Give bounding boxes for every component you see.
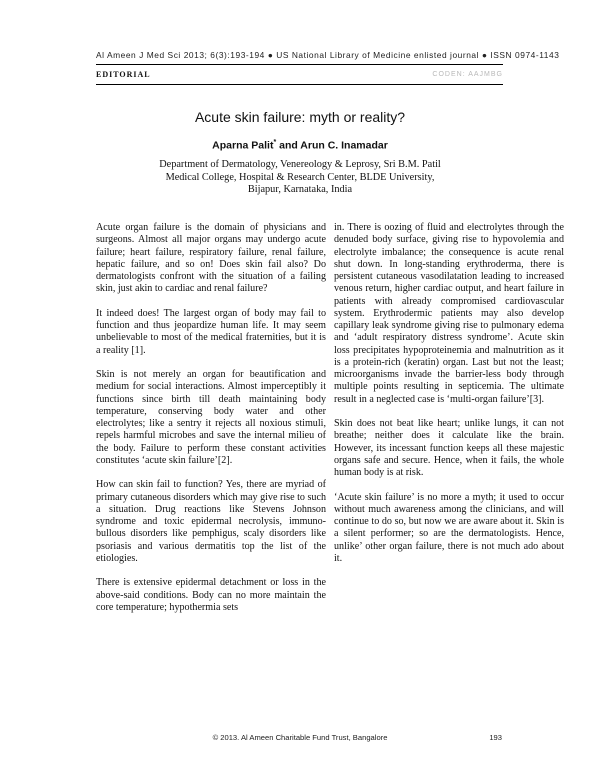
- footer-copyright: © 2013. Al Ameen Charitable Fund Trust, Bangalore: [212, 733, 388, 742]
- corresponding-author-mark: *: [273, 139, 277, 146]
- body-column-right: [334, 222, 564, 577]
- author-affiliation: Department of Dermatology, Venereology & Leprosy, Sri B.M. Patil Medical College, Hospital & Research Center, BLDE University, Bijapur, Karnataka, India: [159, 159, 441, 195]
- author-name-1: Aparna Palit: [212, 139, 274, 152]
- paragraph: How can skin fail to function? Yes, there are myriad of primary cutaneous disorders which may give rise to such a situation. Drug reactions like Stevens Johnson syndrome and toxic epidermal necrolysis, immuno-bullous disorders like pemphigus, scaly disorders like psoriasis and various dermatitis top the list of the etiologies.: [96, 479, 326, 564]
- body-column-left: [96, 222, 326, 626]
- paragraph: in. There is oozing of fluid and electrolytes through the denuded body surface, giving rise to hypovolemia and electrolyte imbalance; the consequence is acute renal shut down. In long-standing erythroderma, there is persistent cutaneous vasodilatation leading to increased venous return, higher cardiac output, and heart failure in patients with already compromised cardiovascular system. Erythrodermic patients may also develop capillary leak syndrome giving rise to pulmonary edema and ‘adult respiratory distress syndrome’. Acute skin loss precipitates hypoproteinemia and malnutrition as it is a protein-rich (keratin) organ. Last but not the least; microorganisms invade the barrier-less body through multiple points resulting in septicemia. The ultimate result in a neglected case is ‘multi-organ failure’[3].: [334, 222, 564, 405]
- author-name-2: and Arun C. Inamadar: [276, 139, 388, 152]
- author-line: [0, 139, 600, 152]
- paragraph: There is extensive epidermal detachment or loss in the above-said conditions. Body can no more maintain the core temperature; hypothermia sets: [96, 577, 326, 613]
- paragraph: It indeed does! The largest organ of body may fail to function and thus jeopardize human life. It may seem unbelievable to most of the medical fraternities, but it is a reality [1].: [96, 307, 326, 356]
- section-label: EDITORIAL: [96, 70, 151, 79]
- journal-citation-line: Al Ameen J Med Sci 2013; 6(3):193-194 ● US National Library of Medicine enlisted journal ● ISSN 0974-1143: [96, 50, 560, 60]
- header-rule-top: [96, 64, 503, 65]
- paragraph: Skin does not beat like heart; unlike lungs, it can not breathe; neither does it calculate like the brain. However, its incessant function keeps all these majestic organs safe and secure. Hence, when it fails, the whole human body is at risk.: [334, 418, 564, 478]
- paragraph: ‘Acute skin failure’ is no more a myth; it used to occur without much awareness among the clinicians, and will continue to do so, but now we are aware about it. Skin is a silent performer; so are the dermatologists. Hence, unlike’ other organ failure, there is not much ado about it.: [334, 491, 564, 564]
- coden-label: CODEN: AAJMBG: [432, 71, 503, 78]
- paragraph: Skin is not merely an organ for beautification and medium for social interactions. Almost imperceptibly it functions since birth till death maintaining body temperature, conserving body water and other electrolytes; like a sentry it rejects all noxious stimuli, repels harmful microbes and save the internal milieu of the body. Failure to perform these constant activities constitutes ‘acute skin failure’[2].: [96, 369, 326, 466]
- header-rule-bottom: [96, 84, 503, 85]
- paragraph: Acute organ failure is the domain of physicians and surgeons. Almost all major organs may undergo acute failure; heart failure, respiratory failure, renal failure, hepatic failure, and so on! Does skin fail also? Do dermatologists confront with the situation of a failing skin, just akin to cardiac and renal failure?: [96, 222, 326, 295]
- article-title: Acute skin failure: myth or reality?: [194, 109, 406, 125]
- page-number: 193: [489, 733, 502, 742]
